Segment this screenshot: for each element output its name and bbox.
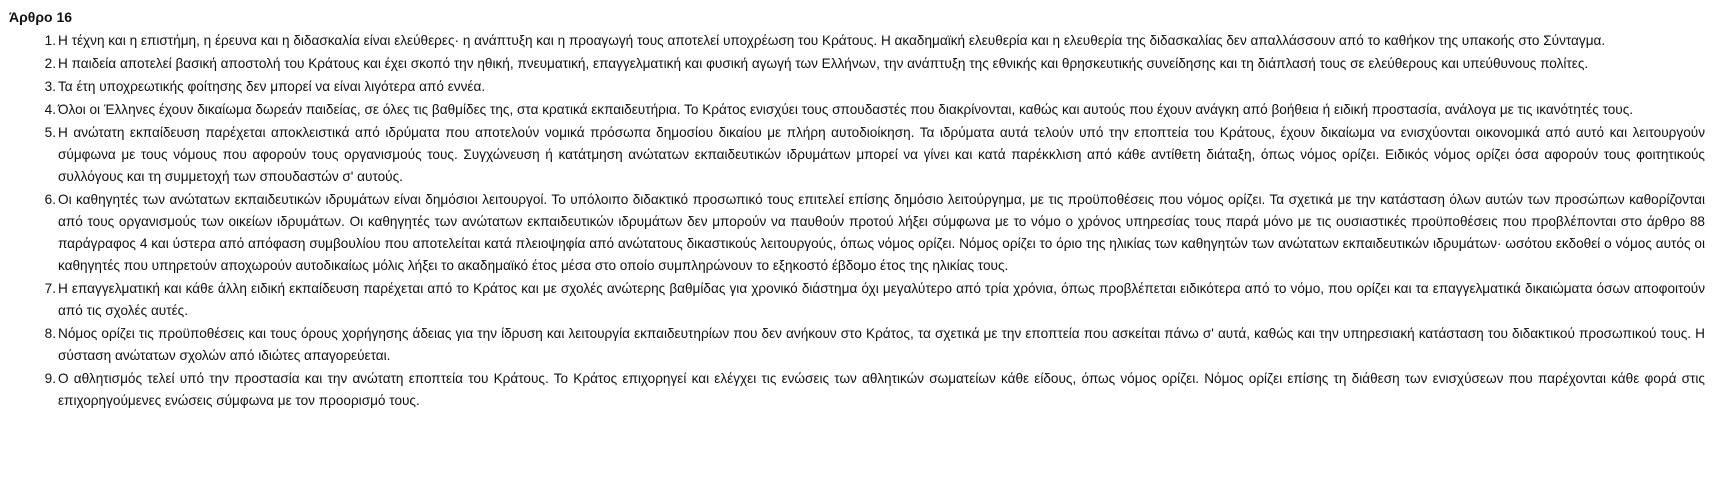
list-item-text: Νόμος ορίζει τις προϋποθέσεις και τους όρους χορήγησης άδειας για την ίδρυση και λειτουργία εκπαιδευτηρίων που δεν ανήκουν στο Κράτος, τα σχετικά με την εποπτεία που ασκείται πάνω σ' αυτά, καθώς και την υπηρεσιακή κατάσταση του διδακτικού προσωπικού τους. Η σύσταση ανώτατων σχολών από ιδιώτες απαγορεύεται. <box>58 326 1705 363</box>
article-title: Άρθρο 16 <box>9 9 73 25</box>
list-item-text: Ο αθλητισμός τελεί υπό την προστασία και την ανώτατη εποπτεία του Κράτους. Το Κράτος επιχορηγεί και ελέγχει τις ενώσεις των αθλητικών σωματείων κάθε είδους, όπως νόμος ορίζει. Νόμος ορίζει επίσης τη διάθεση των ενισχύσεων που παρέχονται κάθε φορά στις επιχορηγούμενες ενώσεις σύμφωνα με τον προορισμό τους. <box>58 371 1705 408</box>
list-item <box>44 189 1705 277</box>
list-item <box>44 278 1705 322</box>
list-item-number: 4. <box>44 102 56 117</box>
list-item <box>44 122 1705 188</box>
list-item-text: Η τέχνη και η επιστήμη, η έρευνα και η διδασκαλία είναι ελεύθερες· η ανάπτυξη και η προαγωγή τους αποτελεί υποχρέωση του Κράτους. Η ακαδημαϊκή ελευθερία και η ελευθερία της διδασκαλίας δεν απαλλάσσουν από το καθήκον της υπακοής στο Σύνταγμα. <box>58 33 1606 48</box>
list-item-number: 6. <box>44 192 56 207</box>
list-item-text: Η παιδεία αποτελεί βασική αποστολή του Κράτους και έχει σκοπό την ηθική, πνευματική, επαγγελματική και φυσική αγωγή των Ελλήνων, την ανάπτυξη της εθνικής και θρησκευτικής συνείδησης και τη διάπλασή τους σε ελεύθερους και υπεύθυνους πολίτες. <box>58 56 1589 71</box>
list-item-text: Όλοι οι Έλληνες έχουν δικαίωμα δωρεάν παιδείας, σε όλες τις βαθμίδες της, στα κρατικά εκπαιδευτήρια. Το Κράτος ενισχύει τους σπουδαστές που διακρίνονται, καθώς και αυτούς που έχουν ανάγκη από βοήθεια ή ειδική προστασία, ανάλογα με τις ικανότητές τους. <box>58 102 1634 117</box>
list-item-number: 9. <box>44 371 56 386</box>
list-item-number: 7. <box>44 281 56 296</box>
list-item-text: Η επαγγελματική και κάθε άλλη ειδική εκπαίδευση παρέχεται από το Κράτος και με σχολές ανώτερης βαθμίδας για χρονικό διάστημα όχι μεγαλύτερο από τρία χρόνια, όπως προβλέπεται ειδικότερα από το νόμο, που ορίζει και τα επαγγελματικά δικαιώματα όσων αποφοιτούν από τις σχολές αυτές. <box>58 281 1705 318</box>
list-item-number: 8. <box>44 326 56 341</box>
list-item-number: 5. <box>44 125 56 140</box>
list-item-number: 2. <box>44 56 56 71</box>
list-item <box>44 53 1705 75</box>
list-item-text: Η ανώτατη εκπαίδευση παρέχεται αποκλειστικά από ιδρύματα που αποτελούν νομικά πρόσωπα δημοσίου δικαίου με πλήρη αυτοδιοίκηση. Τα ιδρύματα αυτά τελούν υπό την εποπτεία του Κράτους, έχουν δικαίωμα να ενισχύονται οικονομικά από αυτό και λειτουργούν σύμφωνα με τους νόμους που αφορούν τους οργανισμούς τους. Συγχώνευση ή κατάτμηση ανώτατων εκπαιδευτικών ιδρυμάτων μπορεί να γίνει και κατά παρέκκλιση από κάθε αντίθετη διάταξη, όπως νόμος ορίζει. Ειδικός νόμος ορίζει όσα αφορούν τους φοιτητικούς συλλόγους και τη συμμετοχή των σπουδαστών σ' αυτούς. <box>58 125 1705 184</box>
paragraph-list <box>9 30 1705 412</box>
list-item <box>44 99 1705 121</box>
list-item <box>44 76 1705 98</box>
list-item-text: Τα έτη υποχρεωτικής φοίτησης δεν μπορεί να είναι λιγότερα από εννέα. <box>58 79 486 94</box>
list-item-number: 3. <box>44 79 56 94</box>
list-item <box>44 30 1705 52</box>
list-item <box>44 368 1705 412</box>
list-item <box>44 323 1705 367</box>
list-item-number: 1. <box>44 33 56 48</box>
list-item-text: Οι καθηγητές των ανώτατων εκπαιδευτικών ιδρυμάτων είναι δημόσιοι λειτουργοί. Το υπόλοιπο διδακτικό προσωπικό τους επιτελεί επίσης δημόσιο λειτούργημα, με τις προϋποθέσεις που νόμος ορίζει. Τα σχετικά με την κατάσταση όλων αυτών των προσώπων καθορίζονται από τους οργανισμούς των οικείων ιδρυμάτων. Οι καθηγητές των ανώτατων εκπαιδευτικών ιδρυμάτων δεν μπορούν να παυθούν προτού λήξει σύμφωνα με το νόμο ο χρόνος υπηρεσίας τους παρά μόνο με τις ουσιαστικές προϋποθέσεις που προβλέπονται στο άρθρο 88 παράγραφος 4 και ύστερα από απόφαση συμβουλίου που αποτελείται κατά πλειοψηφία από ανώτατους δικαστικούς λειτουργούς, όπως νόμος ορίζει. Νόμος ορίζει το όριο της ηλικίας των καθηγητών των ανώτατων εκπαιδευτικών ιδρυμάτων· ωσότου εκδοθεί ο νόμος αυτός οι καθηγητές που υπηρετούν αποχωρούν αυτοδικαίως μόλις λήξει το ακαδημαϊκό έτος μέσα στο οποίο συμπληρώνουν το εξηκοστό έβδομο έτος της ηλικίας τους. <box>58 192 1705 273</box>
